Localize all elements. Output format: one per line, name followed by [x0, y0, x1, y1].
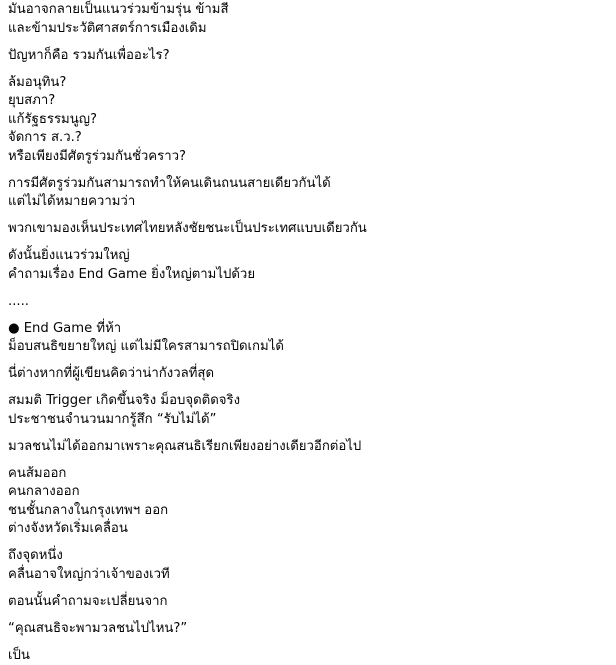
text-line: แต่ไม่ได้หมายความว่า [8, 193, 608, 212]
paragraph [8, 220, 608, 239]
text-line: ชนชั้นกลางในกรุงเทพฯ ออก [8, 502, 608, 521]
text-line: พวกเขามองเห็นประเทศไทยหลังชัยชนะเป็นประเทศแบบเดียวกัน [8, 220, 608, 239]
paragraph [8, 365, 608, 384]
text-line: และข้ามประวัติศาสตร์การเมืองเดิม [8, 20, 608, 39]
quote-line: “คุณสนธิจะพามวลชนไปไหน?” [8, 620, 608, 639]
text-line: ..... [8, 293, 608, 312]
text-line: จัดการ ส.ว.? [8, 129, 608, 148]
text-line: การมีศัตรูร่วมกันสามารถทำให้คนเดินถนนสายเดียวกันได้ [8, 175, 608, 194]
paragraph [8, 74, 608, 167]
text-line: ดังนั้นยิ่งแนวร่วมใหญ่ [8, 247, 608, 266]
paragraph [8, 392, 608, 429]
text-line: ตอนนั้นคำถามจะเปลี่ยนจาก [8, 593, 608, 612]
paragraph [8, 620, 608, 639]
paragraph [8, 547, 608, 584]
paragraph [8, 438, 608, 457]
text-line: แก้รัฐธรรมนูญ? [8, 111, 608, 130]
paragraph [8, 247, 608, 284]
paragraph [8, 320, 608, 357]
text-line: ต่างจังหวัดเริ่มเคลื่อน [8, 520, 608, 539]
text-line: ถึงจุดหนึ่ง [8, 547, 608, 566]
text-line: มวลชนไม่ได้ออกมาเพราะคุณสนธิเรียกเพียงอย่างเดียวอีกต่อไป [8, 438, 608, 457]
text-line: คนส้มออก [8, 465, 608, 484]
paragraph [8, 647, 608, 665]
text-line: หรือเพียงมีศัตรูร่วมกันชั่วคราว? [8, 148, 608, 167]
text-line: ล้มอนุทิน? [8, 74, 608, 93]
text-line: คลื่นอาจใหญ่กว่าเจ้าของเวที [8, 566, 608, 585]
text-line: เป็น [8, 647, 608, 665]
paragraph [8, 1, 608, 38]
section-heading: ● End Game ที่ห้า [8, 320, 608, 339]
text-line: คำถามเรื่อง End Game ยิ่งใหญ่ตามไปด้วย [8, 266, 608, 285]
text-line: ประชาชนจำนวนมากรู้สึก “รับไม่ได้” [8, 411, 608, 430]
text-line: คนกลางออก [8, 483, 608, 502]
paragraph [8, 465, 608, 539]
text-line: สมมติ Trigger เกิดขึ้นจริง ม็อบจุดติดจริง [8, 392, 608, 411]
paragraph [8, 593, 608, 612]
paragraph [8, 47, 608, 66]
text-line: ปัญหาก็คือ รวมกันเพื่ออะไร? [8, 47, 608, 66]
text-line: มันอาจกลายเป็นแนวร่วมข้ามรุ่น ข้ามสี [8, 1, 608, 20]
text-line: ยุบสภา? [8, 92, 608, 111]
text-line: ม็อบสนธิขยายใหญ่ แต่ไม่มีใครสามารถปิดเกมได้ [8, 338, 608, 357]
text-line: นี่ต่างหากที่ผู้เขียนคิดว่าน่ากังวลที่สุด [8, 365, 608, 384]
paragraph [8, 175, 608, 212]
paragraph [8, 293, 608, 312]
